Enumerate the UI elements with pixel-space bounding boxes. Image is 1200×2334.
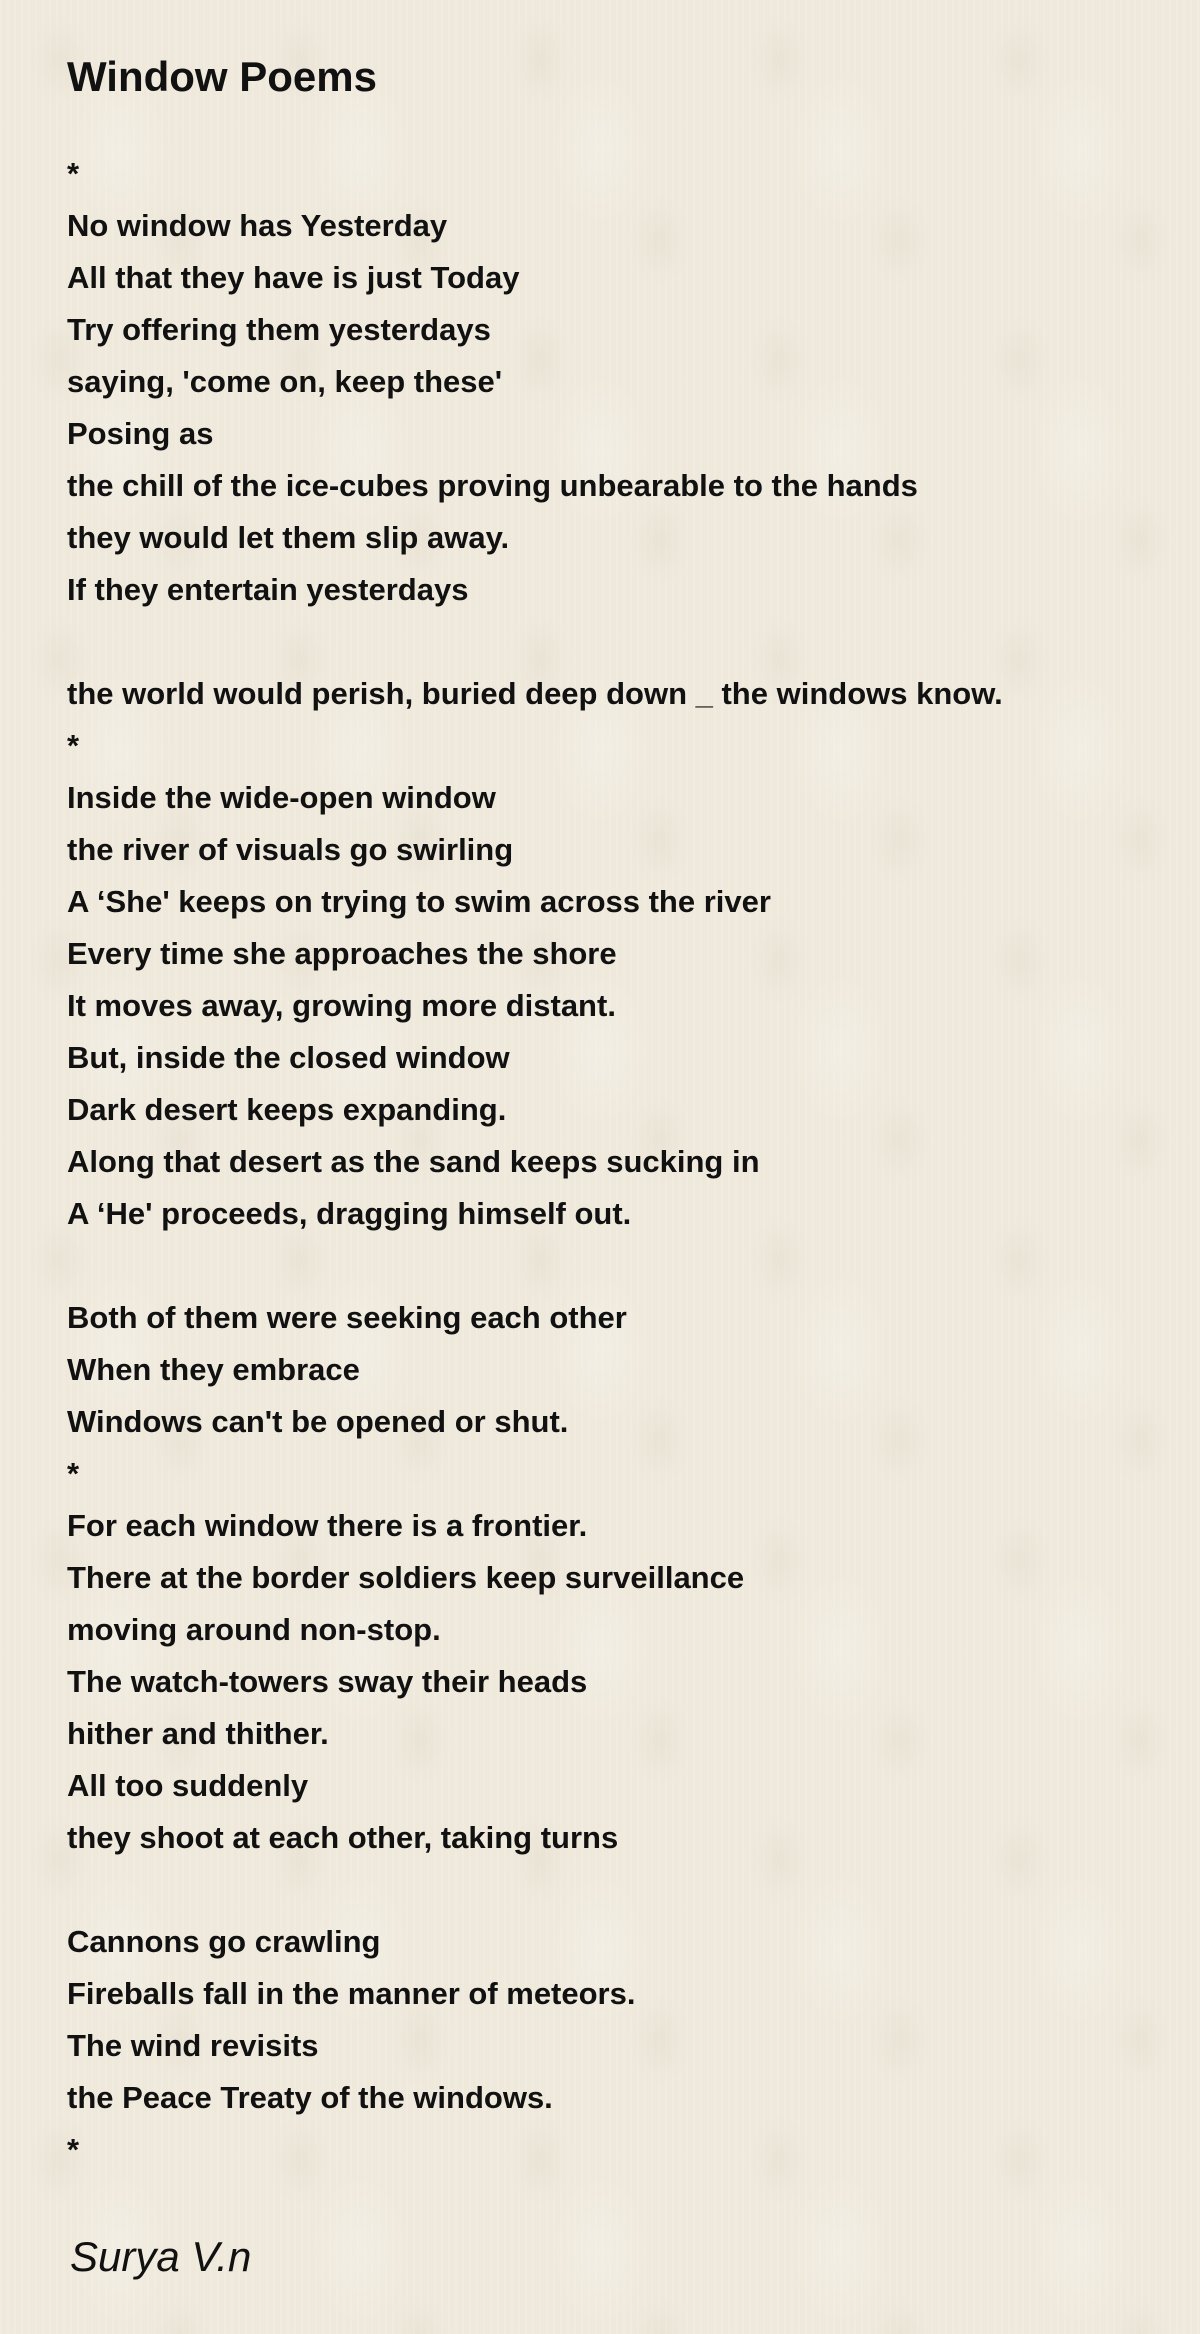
- poem-author: Surya V.n: [70, 2233, 252, 2280]
- poem-line: Posing as: [67, 416, 214, 451]
- poem-line: All too suddenly: [67, 1768, 309, 1803]
- poem-line: All that they have is just Today: [67, 260, 520, 295]
- poem-line: When they embrace: [67, 1352, 360, 1387]
- poem-line: moving around non-stop.: [67, 1612, 441, 1647]
- poem-title: Window Poems: [67, 53, 377, 100]
- poem-line: Windows can't be opened or shut.: [67, 1404, 569, 1439]
- poem-line: Cannons go crawling: [67, 1924, 381, 1959]
- poem-line: A ‘She' keeps on trying to swim across the river: [67, 884, 771, 919]
- poem-line: There at the border soldiers keep surveillance: [67, 1560, 745, 1595]
- stanza-break: [67, 616, 1167, 668]
- poem-line: For each window there is a frontier.: [67, 1508, 588, 1543]
- poem-line: The watch-towers sway their heads: [67, 1664, 588, 1699]
- section-separator: *: [67, 2132, 80, 2167]
- poem-line: Inside the wide-open window: [67, 780, 496, 815]
- poem-line: Every time she approaches the shore: [67, 936, 617, 971]
- poem-body: [67, 148, 1167, 2176]
- poem-line: the river of visuals go swirling: [67, 832, 514, 867]
- poem-line: the world would perish, buried deep down _ the windows know.: [67, 676, 1003, 711]
- poem-line: saying, 'come on, keep these': [67, 364, 503, 399]
- poem-line: the chill of the ice-cubes proving unbearable to the hands: [67, 468, 918, 503]
- stanza-break: [67, 1864, 1167, 1916]
- section-separator: *: [67, 728, 80, 763]
- poem-line: A ‘He' proceeds, dragging himself out.: [67, 1196, 632, 1231]
- stanza-break: [67, 1240, 1167, 1292]
- poem-line: hither and thither.: [67, 1716, 329, 1751]
- poem-line: they shoot at each other, taking turns: [67, 1820, 619, 1855]
- poem-line: The wind revisits: [67, 2028, 319, 2063]
- poem-line: Dark desert keeps expanding.: [67, 1092, 507, 1127]
- poem-line: Fireballs fall in the manner of meteors.: [67, 1976, 636, 2011]
- poem-line: It moves away, growing more distant.: [67, 988, 616, 1023]
- poem-line: Both of them were seeking each other: [67, 1300, 627, 1335]
- poem-line: the Peace Treaty of the windows.: [67, 2080, 553, 2115]
- poem-line: No window has Yesterday: [67, 208, 448, 243]
- poem-line: *: [67, 156, 80, 191]
- section-separator: *: [67, 1456, 80, 1491]
- poem-line: they would let them slip away.: [67, 520, 510, 555]
- poem-line: If they entertain yesterdays: [67, 572, 469, 607]
- poem-line: Try offering them yesterdays: [67, 312, 491, 347]
- poem-line: But, inside the closed window: [67, 1040, 510, 1075]
- poem-line: Along that desert as the sand keeps sucking in: [67, 1144, 760, 1179]
